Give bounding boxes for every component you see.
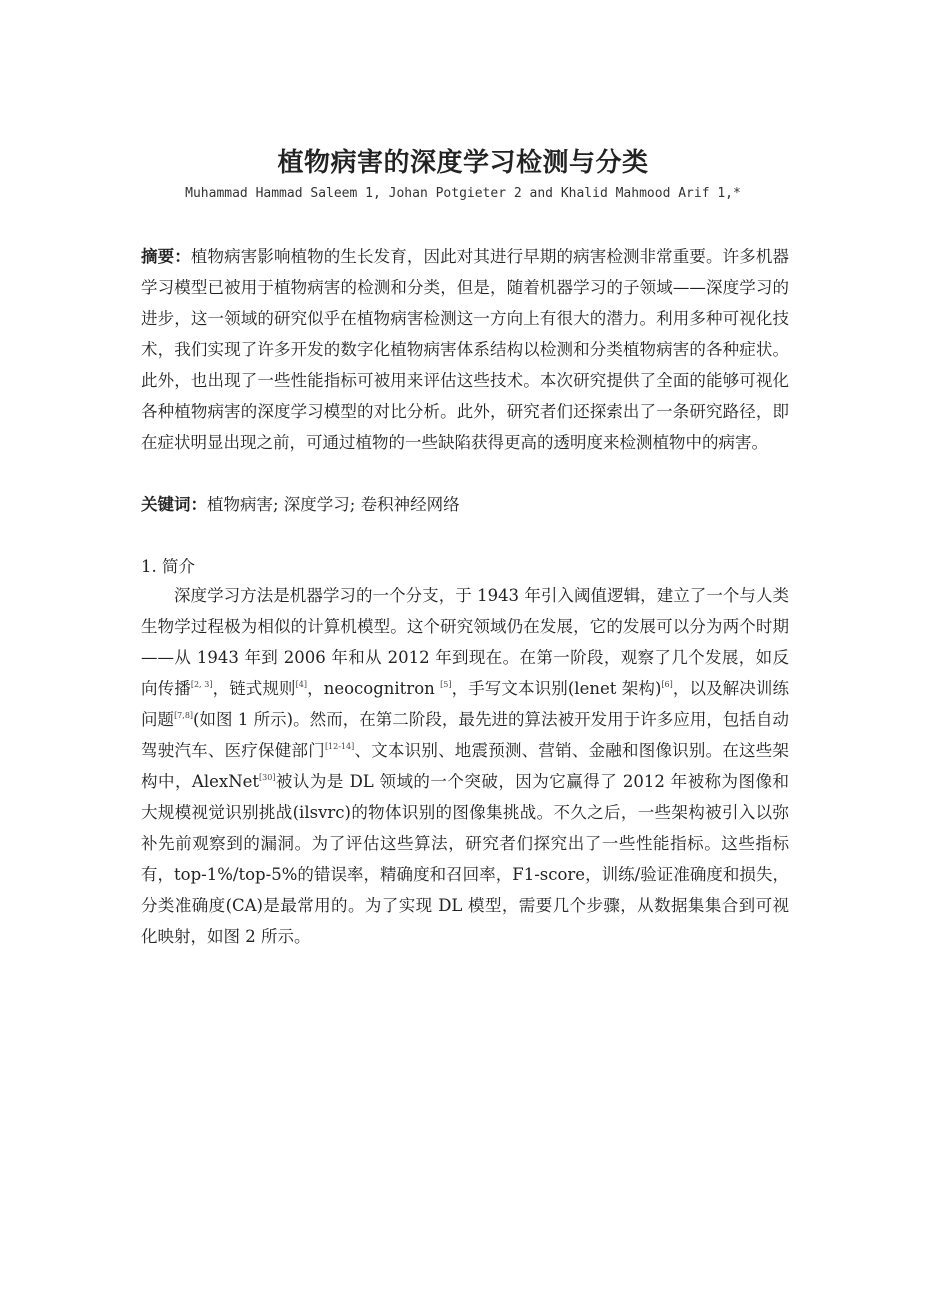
citation: [12-14] — [324, 742, 355, 751]
citation: [30] — [259, 773, 276, 782]
keywords-line — [141, 489, 789, 520]
author-list: Muhammad Hammad Saleem 1, Johan Potgieter 2 and Khalid Mahmood Arif 1,* — [185, 186, 741, 201]
section-heading: 1. 简介 — [141, 557, 195, 576]
keywords-label: 关键词： — [141, 495, 207, 514]
intro-text: (如图 1 所示)。然而，在第二阶段，最先进的算法被开发用于许多应用，包括自动驾驶汽车、医疗保健部门 — [141, 710, 789, 760]
citation: [5] — [440, 680, 452, 689]
intro-text: ，neocognitron — [306, 679, 441, 698]
intro-paragraph — [141, 580, 789, 952]
paper-title: 植物病害的深度学习检测与分类 — [277, 148, 649, 178]
citation: [6] — [661, 680, 673, 689]
abstract-paragraph — [141, 241, 789, 458]
intro-text: 深度学习方法是机器学习的一个分支，于 1943 年引入阈值逻辑，建立了一个与人类生物学过程极为相似的计算机模型。这个研究领域仍在发展，它的发展可以分为两个时期——从 1943 年到 2006 年和从 2012 年到现在。在第一阶段，观察了几个发展，如反向传播 — [141, 586, 789, 698]
intro-text: 被认为是 DL 领域的一个突破，因为它赢得了 2012 年被称为图像和大规模视觉识别挑战(ilsvrc)的物体识别的图像集挑战。不久之后，一些架构被引入以弥补先前观察到的漏洞。为了评估这些算法，研究者们探究出了一些性能指标。这些指标有，top-1%/top-5%的错误率，精确度和召回率，F1-score，训练/验证准确度和损失，分类准确度(CA)是最常用的。为了实现 DL 模型，需要几个步骤，从数据集集合到可视化映射，如图 2 所示。 — [141, 772, 789, 946]
citation: [7,8] — [174, 711, 194, 720]
abstract-label: 摘要： — [141, 247, 191, 266]
citation: [2, 3] — [190, 680, 213, 689]
keywords-text: 植物病害; 深度学习; 卷积神经网络 — [207, 495, 460, 514]
intro-text: ，以及解决训练问题 — [141, 679, 790, 729]
intro-text: ，链式规则 — [212, 679, 296, 698]
citation: [4] — [295, 680, 307, 689]
intro-text: ，手写文本识别(lenet 架构) — [451, 679, 662, 698]
intro-text: 、文本识别、地震预测、营销、金融和图像识别。在这些架构中，AlexNet — [141, 741, 790, 791]
abstract-text: 植物病害影响植物的生长发育，因此对其进行早期的病害检测非常重要。许多机器学习模型已被用于植物病害的检测和分类，但是，随着机器学习的子领域——深度学习的进步，这一领域的研究似乎在植物病害检测这一方向上有很大的潜力。利用多种可视化技术，我们实现了许多开发的数字化植物病害体系结构以检测和分类植物病害的各种症状。此外，也出现了一些性能指标可被用来评估这些技术。本次研究提供了全面的能够可视化各种植物病害的深度学习模型的对比分析。此外，研究者们还探索出了一条研究路径，即在症状明显出现之前，可通过植物的一些缺陷获得更高的透明度来检测植物中的病害。 — [141, 247, 790, 452]
